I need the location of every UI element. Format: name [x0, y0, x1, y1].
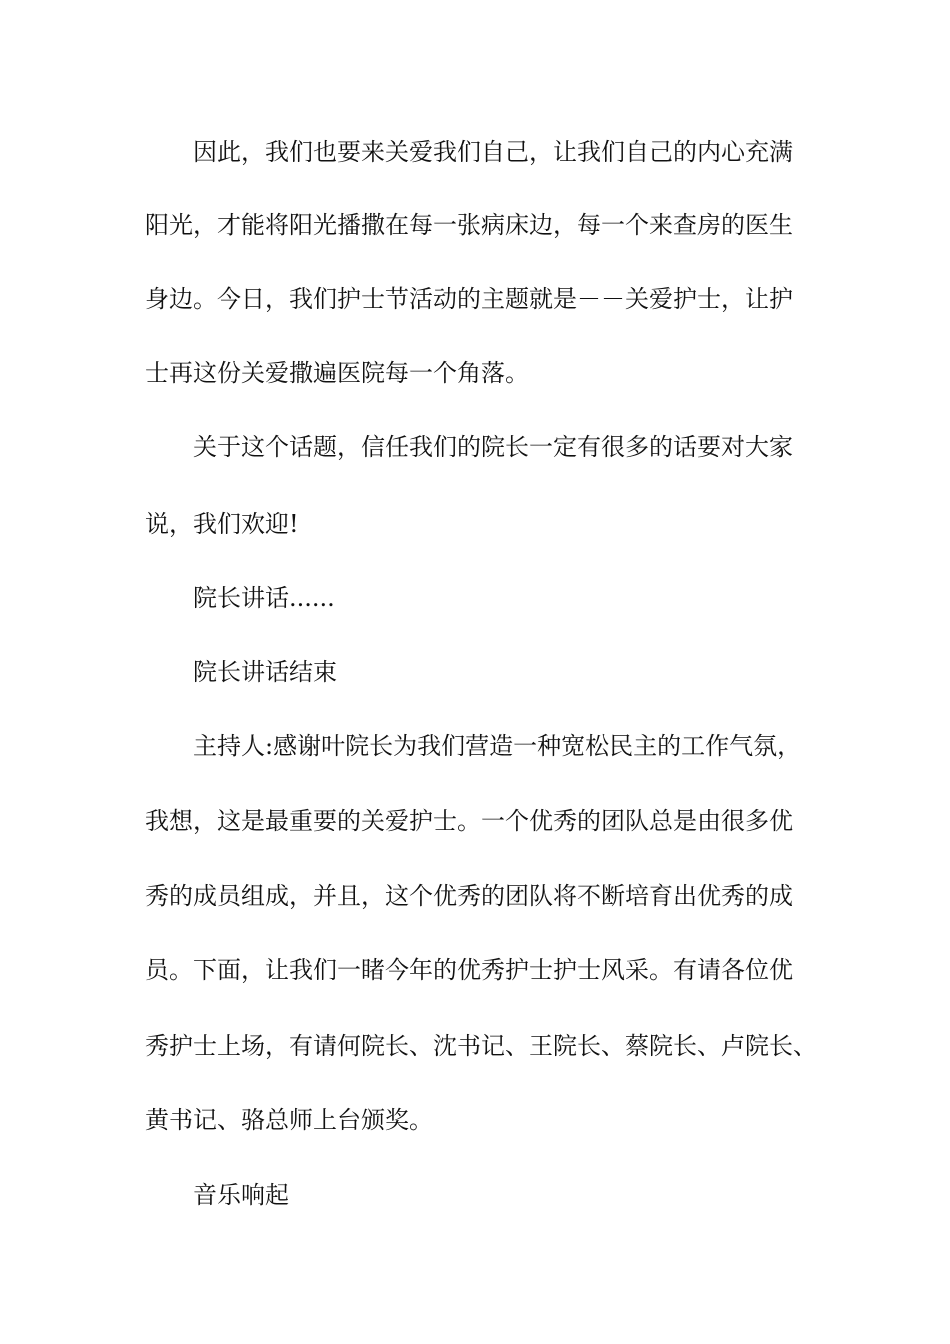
paragraph-line: 阳光，才能将阳光播撒在每一张病床边，每一个来查房的医生: [145, 211, 793, 239]
paragraph-line: 主持人:感谢叶院长为我们营造一种宽松民主的工作气氛，: [193, 732, 802, 760]
paragraph-line: 关于这个话题，信任我们的院长一定有很多的话要对大家: [193, 433, 793, 461]
paragraph-line: 因此，我们也要来关爱我们自己，让我们自己的内心充满: [193, 138, 793, 166]
paragraph-line: 我想，这是最重要的关爱护士。一个优秀的团队总是由很多优: [145, 807, 793, 835]
paragraph-line: 士再这份关爱撒遍医院每一个角落。: [145, 359, 529, 387]
paragraph-line: 院长讲话......: [193, 584, 335, 612]
paragraph-line: 音乐响起: [193, 1181, 289, 1209]
paragraph-line: 秀护士上场，有请何院长、沈书记、王院长、蔡院长、卢院长、: [145, 1032, 817, 1060]
paragraph-line: 身边。今日，我们护士节活动的主题就是－－关爱护士，让护: [145, 285, 793, 313]
paragraph-line: 员。下面，让我们一睹今年的优秀护士护士风采。有请各位优: [145, 956, 793, 984]
paragraph-line: 秀的成员组成，并且，这个优秀的团队将不断培育出优秀的成: [145, 882, 793, 910]
paragraph-line: 黄书记、骆总师上台颁奖。: [145, 1106, 433, 1134]
paragraph-line: 说，我们欢迎!: [145, 510, 299, 538]
paragraph-line: 院长讲话结束: [193, 658, 337, 686]
